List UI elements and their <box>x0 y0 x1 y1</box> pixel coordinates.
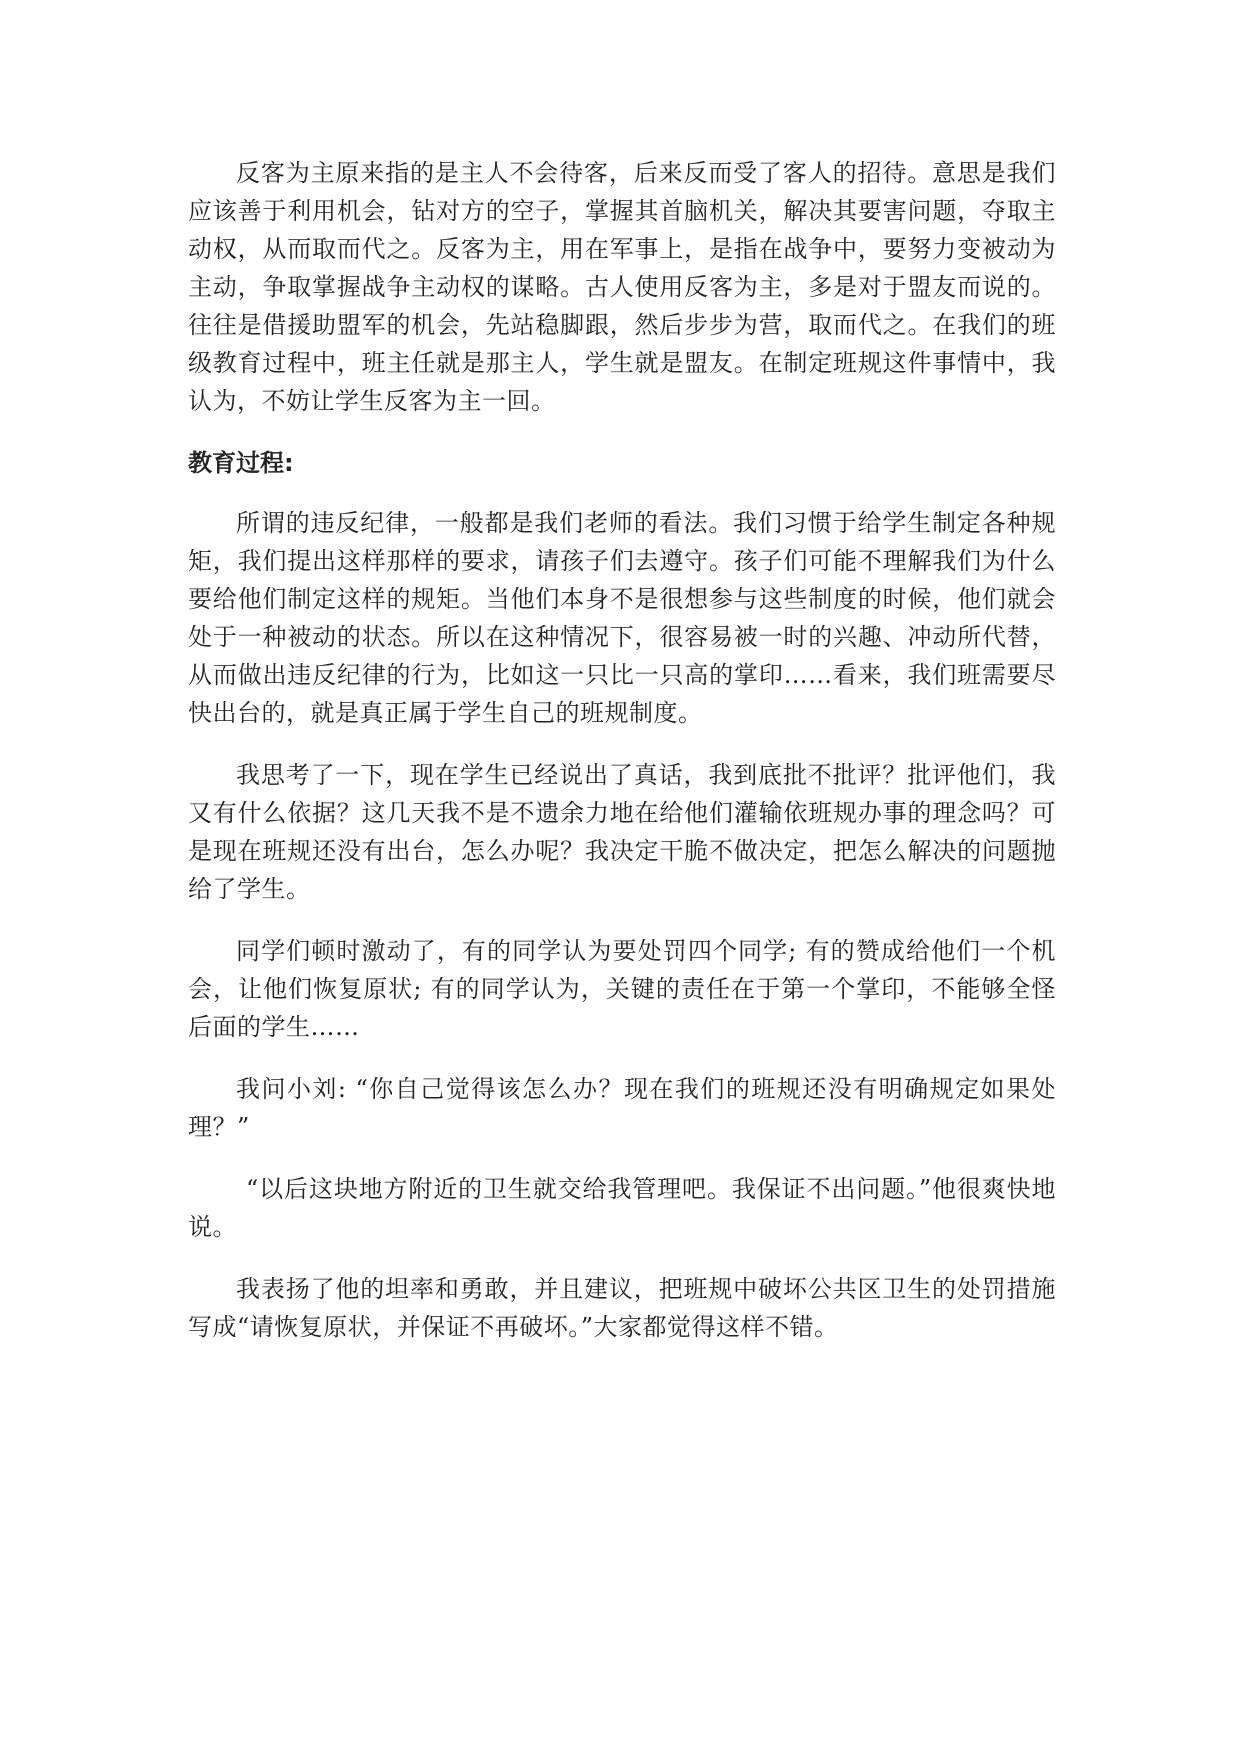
paragraph-question: 我问小刘: “你自己觉得该怎么办？现在我们的班规还没有明确规定如果处理？” <box>188 1075 1056 1141</box>
paragraph-intro: 反客为主原来指的是主人不会待客，后来反而受了客人的招待。意思是我们应该善于利用机会，钻对方的空子，掌握其首脑机关，解决其要害问题，夺取主动权，从而取而代之。反客为主，用在军事上，是指在战争中，要努力变被动为主动，争取掌握战争主动权的谋略。古人使用反客为主，多是对于盟友而说的。往往是借援助盟军的机会，先站稳脚跟，然后步步为营，取而代之。在我们的班级教育过程中，班主任就是那主人，学生就是盟友。在制定班规这件事情中，我认为，不妨让学生反客为主一回。 <box>188 159 1056 415</box>
paragraph-students-react: 同学们顿时激动了，有的同学认为要处罚四个同学; 有的赞成给他们一个机会，让他们恢复原状; 有的同学认为，关键的责任在于第一个掌印，不能够全怪后面的学生…… <box>188 937 1056 1041</box>
section-heading: 教育过程: <box>188 449 294 477</box>
paragraph-discipline: 所谓的违反纪律，一般都是我们老师的看法。我们习惯于给学生制定各种规矩，我们提出这样那样的要求，请孩子们去遵守。孩子们可能不理解我们为什么要给他们制定这样的规矩。当他们本身不是很想参与这些制度的时候，他们就会处于一种被动的状态。所以在这种情况下，很容易被一时的兴趣、冲动所代替，从而做出违反纪律的行为，比如这一只比一只高的掌印……看来，我们班需要尽快出台的，就是真正属于学生自己的班规制度。 <box>188 509 1056 727</box>
paragraph-reflection: 我思考了一下，现在学生已经说出了真话，我到底批不批评？批评他们，我又有什么依据？这几天我不是不遗余力地在给他们灌输依班规办事的理念吗？可是现在班规还没有出台，怎么办呢？我决定干脆不做决定，把怎么解决的问题抛给了学生。 <box>188 761 1056 903</box>
paragraph-conclusion: 我表扬了他的坦率和勇敢，并且建议，把班规中破坏公共区卫生的处罚措施写成“请恢复原状，并保证不再破坏。”大家都觉得这样不错。 <box>188 1275 1056 1341</box>
paragraph-answer: “以后这块地方附近的卫生就交给我管理吧。我保证不出问题。”他很爽快地说。 <box>188 1175 1056 1241</box>
document-body <box>188 154 1056 1346</box>
